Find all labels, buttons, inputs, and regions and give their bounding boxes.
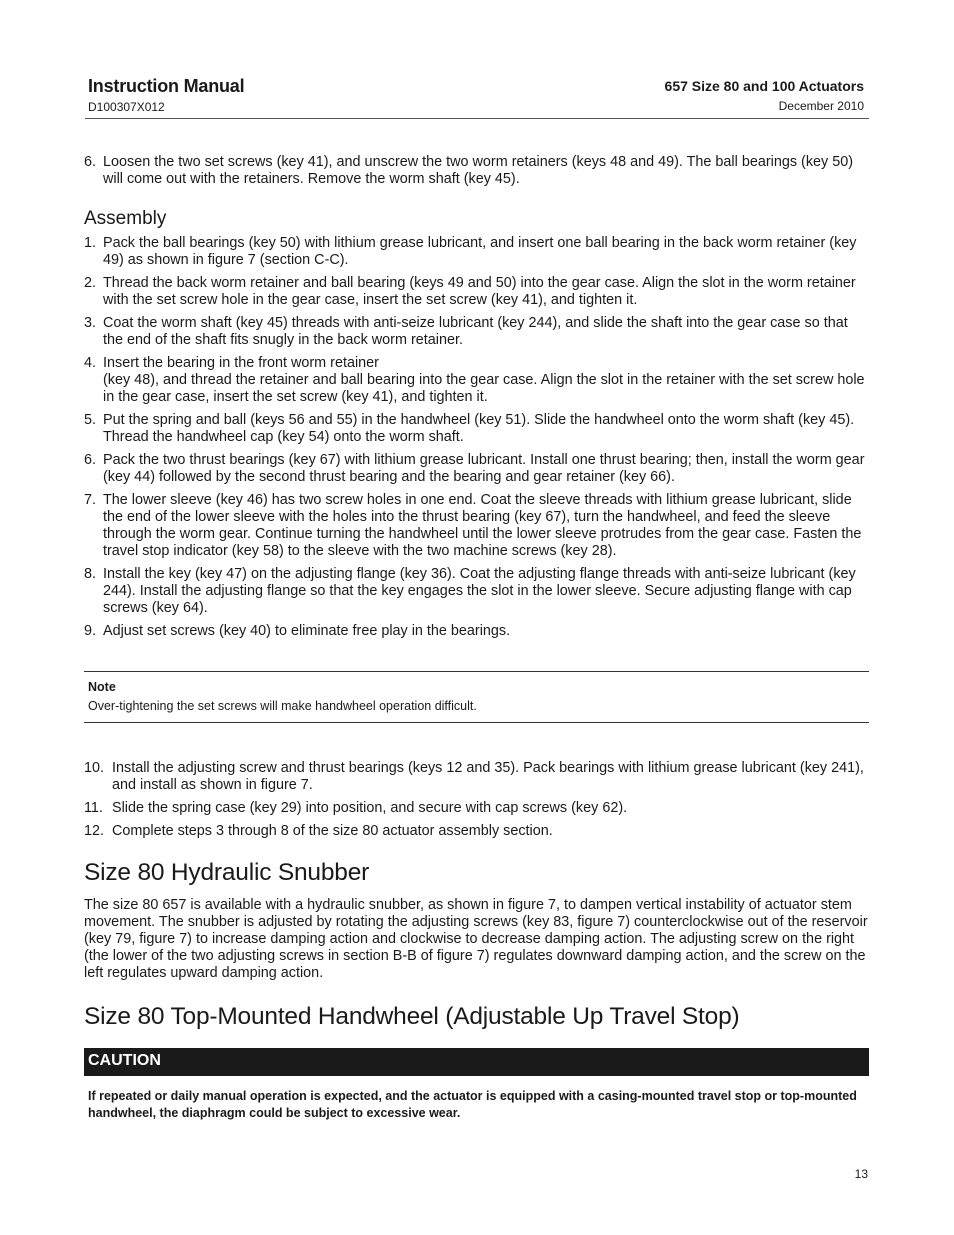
- step-text: The lower sleeve (key 46) has two screw holes in one end. Coat the sleeve threads with lithium grease lubricant, slide the end of the lower sleeve with the holes into the thrust bearing (key 67), turn the handwheel, and feed the sleeve through the worm gear. Continue turning the handwheel until the lower sleeve protrudes from the gear case. Fasten the travel stop indicator (key 58) to the sleeve with the two machine screws (key 28).: [103, 492, 862, 559]
- list-item: [84, 760, 869, 794]
- step-number: 7.: [84, 492, 97, 508]
- step-number: 5.: [84, 412, 97, 428]
- step-number: 6.: [84, 452, 97, 468]
- step-text: Pack the two thrust bearings (key 67) with lithium grease lubricant. Install one thrust bearing; then, install the worm gear (key 44) followed by the second thrust bearing and the bearing and gear retainer (key 66).: [103, 452, 865, 485]
- list-item: [84, 412, 869, 446]
- disassembly-steps: [84, 154, 869, 194]
- header-left: [88, 76, 244, 114]
- step-text: Install the adjusting screw and thrust bearings (keys 12 and 35). Pack bearings with lithium grease lubricant (key 241), and install as shown in figure 7.: [112, 760, 864, 793]
- assembly-heading: Assembly: [84, 208, 167, 229]
- header-right: [665, 78, 864, 113]
- step-text: Coat the worm shaft (key 45) threads with anti-seize lubricant (key 244), and slide the shaft into the gear case so that the end of the shaft fits snugly in the back worm retainer.: [103, 315, 848, 348]
- step-number: 12.: [84, 823, 105, 839]
- caution-text: If repeated or daily manual operation is expected, and the actuator is equipped with a casing-mounted travel stop or top-mounted handwheel, the diaphragm could be subject to excessive wear.: [88, 1089, 857, 1120]
- snubber-heading: Size 80 Hydraulic Snubber: [84, 859, 370, 886]
- list-item: [84, 452, 869, 486]
- list-item: [84, 566, 869, 617]
- manual-title: Instruction Manual: [88, 76, 245, 96]
- handwheel-heading: Size 80 Top-Mounted Handwheel (Adjustable Up Travel Stop): [84, 1003, 740, 1030]
- publication-date: December 2010: [778, 99, 864, 113]
- step-text: Install the key (key 47) on the adjusting flange (key 36). Coat the adjusting flange threads with anti-seize lubricant (key 244). Install the adjusting flange so that the key engages the slot in the lower sleeve. Secure adjusting flange with cap screws (key 64).: [103, 566, 856, 616]
- step-number: 2.: [84, 275, 97, 291]
- step-number: 8.: [84, 566, 97, 582]
- caution-banner: [84, 1048, 869, 1076]
- step-text: Thread the back worm retainer and ball bearing (keys 49 and 50) into the gear case. Align the slot in the worm retainer with the set screw hole in the gear case, insert the set screw (key 41), and tighten it.: [103, 275, 856, 308]
- list-item: [84, 275, 869, 309]
- step-number: 4.: [84, 355, 97, 371]
- step-text: Slide the spring case (key 29) into position, and secure with cap screws (key 62).: [112, 800, 628, 816]
- continued-steps: [84, 760, 869, 846]
- page-number: 13: [854, 1167, 868, 1181]
- list-item: [84, 800, 869, 817]
- note-label: Note: [88, 680, 116, 694]
- step-text: Pack the ball bearings (key 50) with lithium grease lubricant, and insert one ball bearing in the back worm retainer (key 49) as shown in figure 7 (section C-C).: [103, 235, 857, 268]
- list-item: [84, 492, 869, 560]
- step-text: Complete steps 3 through 8 of the size 80 actuator assembly section.: [112, 823, 553, 839]
- step-text: Put the spring and ball (keys 56 and 55) in the handwheel (key 51). Slide the handwheel onto the worm shaft (key 45). Thread the handwheel cap (key 54) onto the worm shaft.: [103, 412, 855, 445]
- caution-label: CAUTION: [88, 1052, 161, 1069]
- list-item: [84, 823, 869, 840]
- step-number: 11.: [84, 800, 103, 816]
- list-item: [84, 355, 869, 406]
- document-number: D100307X012: [88, 100, 165, 114]
- note-bottom-rule: [84, 722, 869, 723]
- step-number: 1.: [84, 235, 97, 251]
- step-text: Insert the bearing in the front worm retainer (key 48), and thread the retainer and ball bearing into the gear case. Align the slot in the retainer with the set screw hole in the gear case, insert the set screw (key 41), and tighten it.: [103, 355, 865, 405]
- snubber-paragraph: The size 80 657 is available with a hydraulic snubber, as shown in figure 7, to dampen vertical instability of actuator stem movement. The snubber is adjusted by rotating the adjusting screws (key 83, figure 7) counterclockwise out of the reservoir (key 79, figure 7) to increase damping action and clockwise to decrease damping action. The adjusting screw on the right (the lower of the two adjusting screws in section B-B of figure 7) regulates downward damping action, and the screw on the left regulates upward damping action.: [84, 897, 868, 981]
- step-text: Loosen the two set screws (key 41), and unscrew the two worm retainers (keys 48 and 49). The ball bearings (key 50) will come out with the retainers. Remove the worm shaft (key 45).: [103, 154, 854, 187]
- note-top-rule: [84, 671, 869, 672]
- assembly-steps: [84, 235, 869, 646]
- list-item: [84, 235, 869, 269]
- list-item: [84, 315, 869, 349]
- list-item: [84, 154, 869, 188]
- step-number: 9.: [84, 623, 97, 639]
- step-number: 10.: [84, 760, 105, 776]
- step-text: Adjust set screws (key 40) to eliminate free play in the bearings.: [103, 623, 511, 639]
- header-divider: [85, 118, 869, 119]
- step-number: 6.: [84, 154, 97, 170]
- list-item: [84, 623, 869, 640]
- product-title: 657 Size 80 and 100 Actuators: [664, 78, 864, 94]
- note-text: Over-tightening the set screws will make handwheel operation difficult.: [88, 699, 477, 713]
- step-number: 3.: [84, 315, 97, 331]
